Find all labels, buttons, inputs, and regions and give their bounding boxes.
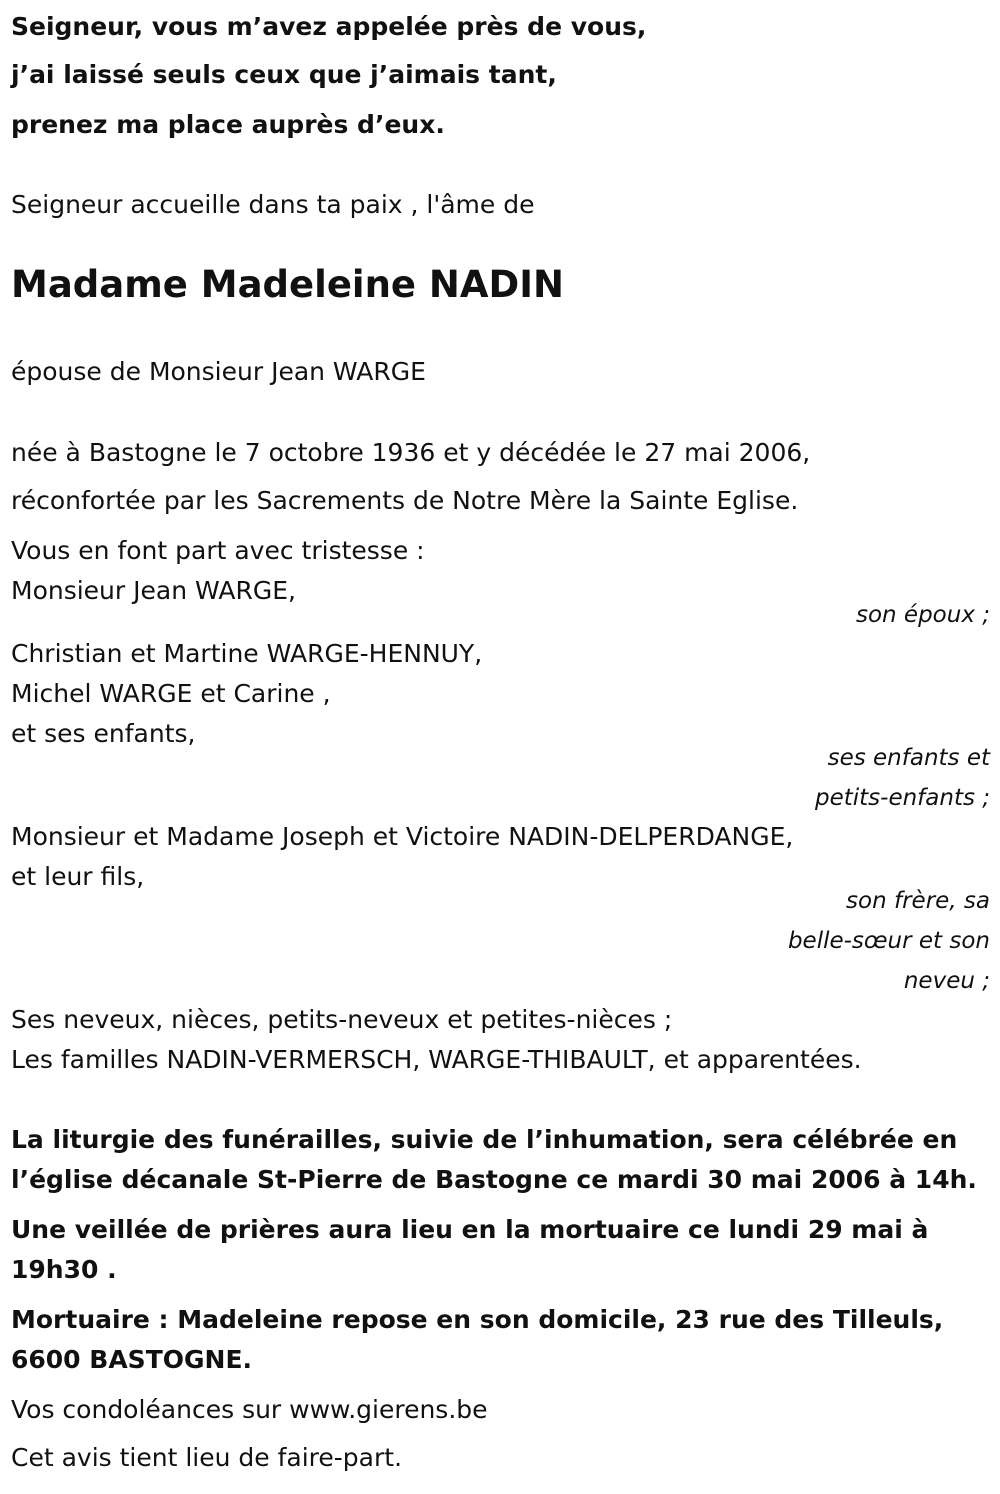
vigil-line-1: Une veillée de prières aura lieu en la mortuaire ce lundi 29 mai à	[11, 1215, 929, 1244]
spouse-line: épouse de Monsieur Jean WARGE	[11, 357, 426, 386]
funeral-line-1: La liturgie des funérailles, suivie de l’inhumation, sera célébrée en	[11, 1125, 958, 1154]
family-child-3: et ses enfants,	[11, 719, 196, 748]
funeral-line-2: l’église décanale St-Pierre de Bastogne ce mardi 30 mai 2006 à 14h.	[11, 1165, 977, 1194]
family-others-1: Ses neveux, nièces, petits-neveux et petites-nièces ;	[11, 1005, 673, 1034]
deceased-name: Madame Madeleine NADIN	[11, 263, 564, 306]
intro-text: Seigneur accueille dans ta paix , l'âme de	[11, 190, 535, 219]
family-others-2: Les familles NADIN-VERMERSCH, WARGE-THIBAULT, et apparentées.	[11, 1045, 862, 1074]
announcement-intro: Vous en font part avec tristesse :	[11, 536, 425, 565]
family-child-2: Michel WARGE et Carine ,	[11, 679, 331, 708]
birth-death-line: née à Bastogne le 7 octobre 1936 et y décédée le 27 mai 2006,	[11, 438, 811, 467]
vigil-line-2: 19h30 .	[11, 1255, 117, 1284]
mortuary-line-1: Mortuaire : Madeleine repose en son domicile, 23 rue des Tilleuls,	[11, 1305, 944, 1334]
family-sibling-2: et leur fils,	[11, 862, 145, 891]
prayer-line-3: prenez ma place auprès d’eux.	[11, 110, 445, 139]
family-sibling-1: Monsieur et Madame Joseph et Victoire NADIN-DELPERDANGE,	[11, 822, 794, 851]
family-sibling-relation-1: son frère, sa	[846, 888, 990, 914]
prayer-line-2: j’ai laissé seuls ceux que j’aimais tant,	[11, 60, 557, 89]
prayer-line-1: Seigneur, vous m’avez appelée près de vous,	[11, 12, 647, 41]
family-child-1: Christian et Martine WARGE-HENNUY,	[11, 639, 483, 668]
family-sibling-relation-2: belle-sœur et son	[787, 928, 990, 954]
family-children-relation-1: ses enfants et	[827, 745, 990, 771]
family-spouse-relation: son époux ;	[855, 602, 990, 628]
family-children-relation-2: petits-enfants ;	[814, 785, 990, 811]
sacraments-line: réconfortée par les Sacrements de Notre Mère la Sainte Eglise.	[11, 486, 799, 515]
family-sibling-relation-3: neveu ;	[903, 968, 990, 994]
family-spouse-name: Monsieur Jean WARGE,	[11, 576, 296, 605]
closing-line: Cet avis tient lieu de faire-part.	[11, 1443, 403, 1472]
mortuary-line-2: 6600 BASTOGNE.	[11, 1345, 253, 1374]
condolences-line: Vos condoléances sur www.gierens.be	[11, 1395, 488, 1424]
